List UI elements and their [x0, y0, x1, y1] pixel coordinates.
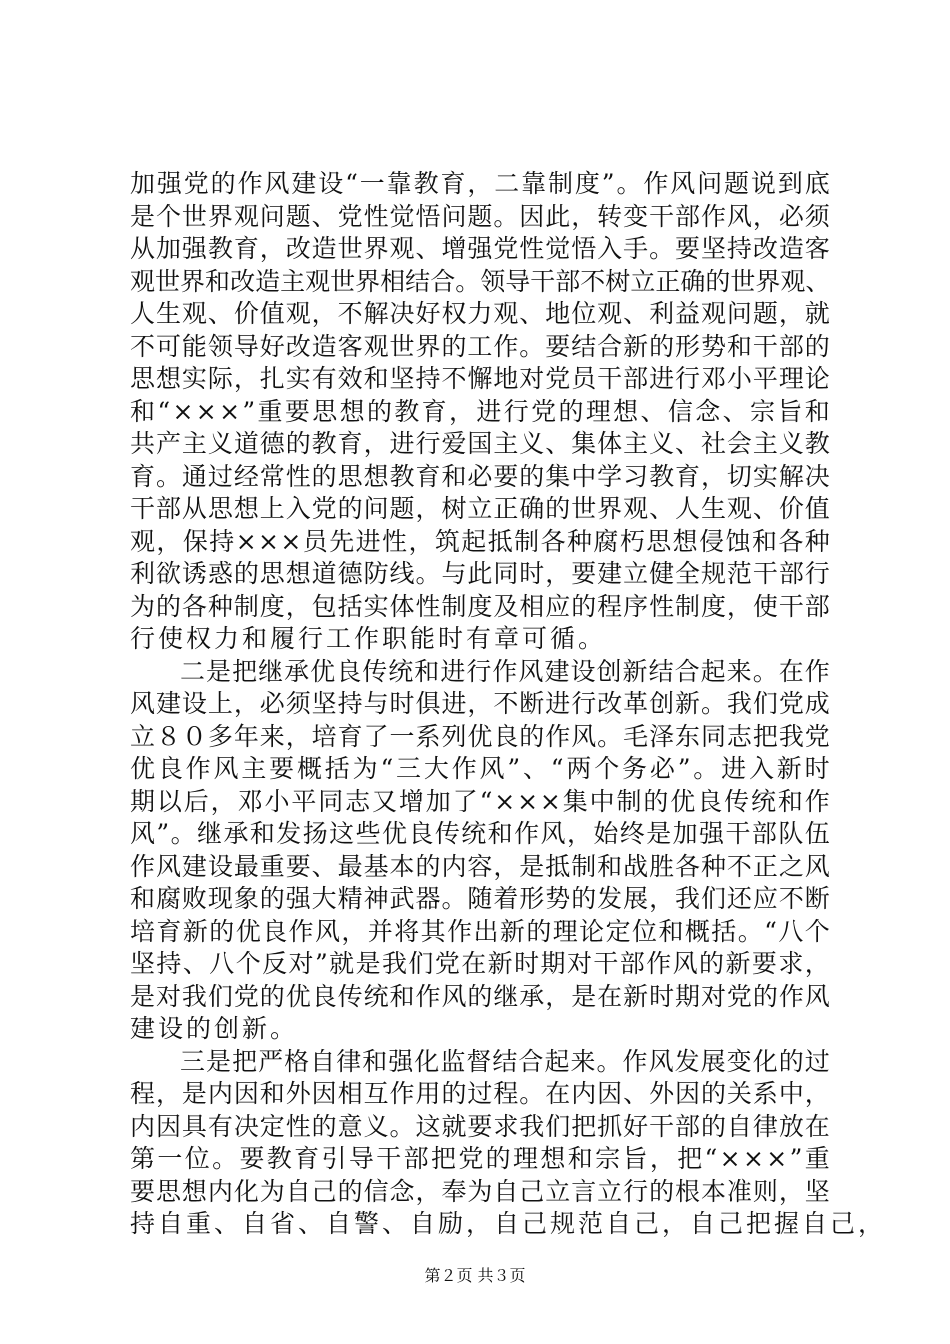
- text-line: 风 ” 。 继 承 和 发 扬 这 些 优 良 传 统 和 作 风 ， 始 终 是 加 强 干 部 队 伍: [130, 819, 830, 848]
- text-line: 思 想 实 际 ， 扎 实 有 效 和 坚 持 不 懈 地 对 党 员 干 部 进 行 邓 小 平 理 论: [130, 364, 830, 393]
- paragraph: [130, 168, 830, 656]
- text-line: 培 育 新 的 优 良 作 风 ， 并 将 其 作 出 新 的 理 论 定 位 和 概 括 。 “ 八 个: [130, 916, 830, 946]
- text-line: 风 建 设 上 ， 必 须 坚 持 与 时 俱 进 ， 不 断 进 行 改 革 创 新 。 我 们 党 成: [130, 689, 830, 718]
- page-footer: [0, 1266, 950, 1286]
- text-line: 观 世 界 和 改 造 主 观 世 界 相 结 合 。 领 导 干 部 不 树 立 正 确 的 世 界 观 、: [130, 266, 831, 296]
- text-line: 是 对 我 们 党 的 优 良 传 统 和 作 风 的 继 承 ， 是 在 新 时 期 对 党 的 作 风: [130, 981, 830, 1011]
- text-line: 和 “ × × × ” 重 要 思 想 的 教 育 ， 进 行 党 的 理 想 、 信 念 、 宗 旨 和: [130, 396, 830, 426]
- text-line: 共 产 主 义 道 德 的 教 育 ， 进 行 爱 国 主 义 、 集 体 主 义 、 社 会 主 义 教: [130, 429, 830, 458]
- paragraph: [130, 656, 830, 1046]
- text-line: 内 因 具 有 决 定 性 的 意 义 。 这 就 要 求 我 们 把 抓 好 干 部 的 自 律 放 在: [130, 1111, 830, 1141]
- text-line: 程 ， 是 内 因 和 外 因 相 互 作 用 的 过 程 。 在 内 因 、 外 因 的 关 系 中 ，: [130, 1079, 830, 1108]
- text-line: 作 风 建 设 最 重 要 、 最 基 本 的 内 容 ， 是 抵 制 和 战 胜 各 种 不 正 之 风: [130, 851, 830, 881]
- text-line: 建设的创新。: [130, 1014, 299, 1043]
- text-line: 育 。 通 过 经 常 性 的 思 想 教 育 和 必 要 的 集 中 学 习 教 育 ， 切 实 解 决: [130, 461, 830, 491]
- text-line: 立 ８ ０ 多 年 来 ， 培 育 了 一 系 列 优 良 的 作 风 。 毛 泽 东 同 志 把 我 党: [130, 721, 830, 751]
- text-line: 为 的 各 种 制 度 ， 包 括 实 体 性 制 度 及 相 应 的 程 序 性 制 度 ， 使 干 部: [130, 591, 830, 621]
- text-line: 不 可 能 领 导 好 改 造 客 观 世 界 的 工 作 。 要 结 合 新 的 形 势 和 干 部 的: [130, 331, 830, 361]
- paragraph: [130, 1046, 887, 1241]
- text-line: 坚 持 、 八 个 反 对 ” 就 是 我 们 党 在 新 时 期 对 干 部 作 风 的 新 要 求 ，: [130, 949, 830, 978]
- text-line: 人 生 观 、 价 值 观 ， 不 解 决 好 权 力 观 、 地 位 观 、 利 益 观 问 题 ， 就: [130, 299, 830, 328]
- text-line: 期 以 后 ， 邓 小 平 同 志 又 增 加 了 “ × × × 集 中 制 的 优 良 传 统 和 作: [130, 786, 830, 816]
- text-line: 利 欲 诱 惑 的 思 想 道 德 防 线 。 与 此 同 时 ， 要 建 立 健 全 规 范 干 部 行: [130, 559, 830, 588]
- text-line: 从 加 强 教 育 ， 改 造 世 界 观 、 增 强 党 性 觉 悟 入 手 。 要 坚 持 改 造 客: [130, 234, 830, 263]
- page-number-label: 第２页 共３页: [424, 1266, 526, 1285]
- text-line: 要 思 想 内 化 为 自 己 的 信 念 ， 奉 为 自 己 立 言 立 行 的 根 本 准 则 ， 坚: [130, 1176, 830, 1206]
- text-line: 观 ， 保 持 × × × 员 先 进 性 ， 筑 起 抵 制 各 种 腐 朽 思 想 侵 蚀 和 各 种: [130, 526, 830, 556]
- text-line: 是 个 世 界 观 问 题 、 党 性 觉 悟 问 题 。 因 此 ， 转 变 干 部 作 风 ， 必 须: [130, 201, 830, 231]
- text-line: 三 是 把 严 格 自 律 和 强 化 监 督 结 合 起 来 。 作 风 发 展 变 化 的 过: [180, 1046, 830, 1076]
- text-line: 持自重、自省、自警、自励，自己规范自己，自己把握自己，: [130, 1209, 887, 1238]
- text-line: 第 一 位 。 要 教 育 引 导 干 部 把 党 的 理 想 和 宗 旨 ， 把 “ × × × ” 重: [130, 1144, 830, 1173]
- text-line: 和 腐 败 现 象 的 强 大 精 神 武 器 。 随 着 形 势 的 发 展 ， 我 们 还 应 不 断: [130, 884, 830, 913]
- text-line: 二 是 把 继 承 优 良 传 统 和 进 行 作 风 建 设 创 新 结 合 起 来 。 在 作: [180, 656, 830, 686]
- text-line: 加 强 党 的 作 风 建 设 “ 一 靠 教 育 ， 二 靠 制 度 ” 。 作 风 问 题 说 到 底: [130, 169, 830, 198]
- text-line: 行使权力和履行工作职能时有章可循。: [130, 624, 607, 653]
- text-line: 干 部 从 思 想 上 入 党 的 问 题 ， 树 立 正 确 的 世 界 观 、 人 生 观 、 价 值: [130, 494, 830, 523]
- document-body: [130, 168, 887, 1241]
- text-line: 优 良 作 风 主 要 概 括 为 “ 三 大 作 风 ” 、 “ 两 个 务 必 ” 。 进 入 新 时: [130, 754, 830, 783]
